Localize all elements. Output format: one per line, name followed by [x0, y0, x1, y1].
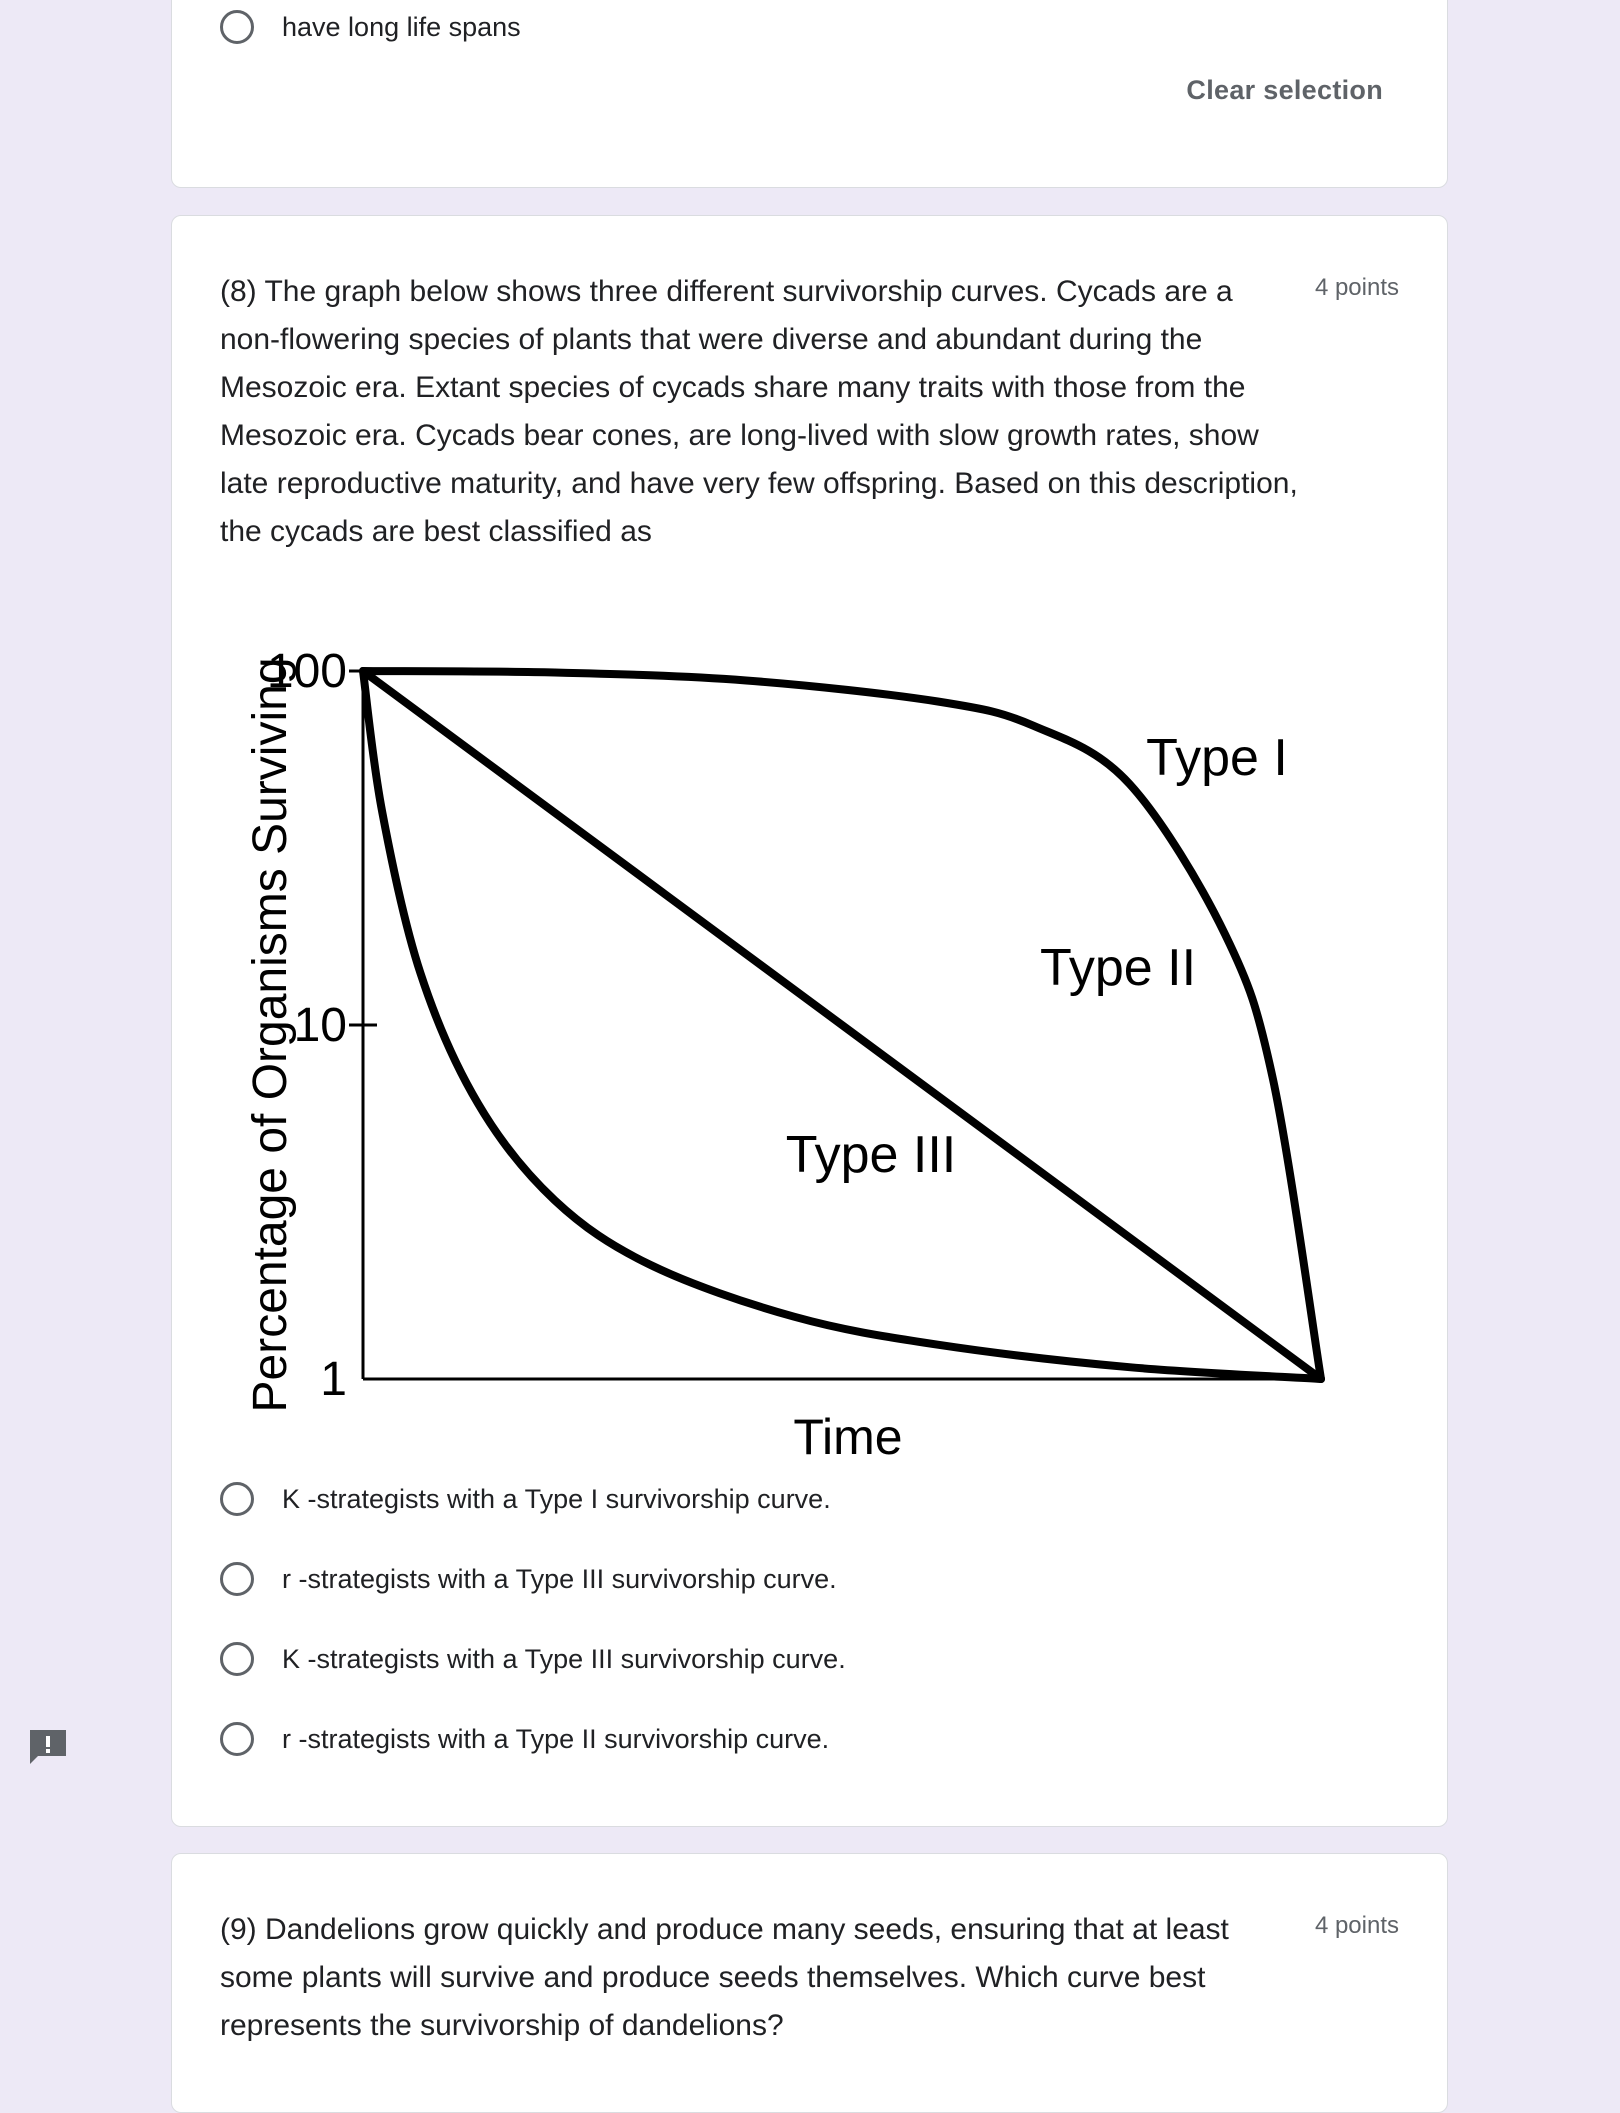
series-label-type-iii: Type III	[785, 1126, 957, 1184]
option-k-type-iii[interactable]	[220, 1637, 846, 1681]
radio-button[interactable]	[220, 10, 254, 44]
question-9-text: (9) Dandelions grow quickly and produce many seeds, ensuring that at least some plants will survive and produce seeds themselves. Which curve best represents the survivorship of dandelions?	[220, 1913, 1229, 2042]
y-tick-label: 100	[266, 645, 347, 698]
radio-button[interactable]	[220, 1642, 254, 1676]
option-label: r -strategists with a Type II survivorship curve.	[282, 1723, 830, 1754]
option-label: have long life spans	[282, 11, 521, 42]
clear-selection-button[interactable]: Clear selection	[1186, 75, 1383, 105]
series-label-type-ii: Type II	[1039, 939, 1197, 997]
option-r-type-iii[interactable]	[220, 1557, 837, 1601]
radio-button[interactable]	[220, 1562, 254, 1596]
question-9-points: 4 points	[1314, 1912, 1399, 1939]
option-k-type-i[interactable]	[220, 1477, 831, 1521]
survivorship-chart	[212, 578, 1412, 1458]
radio-button[interactable]	[220, 1722, 254, 1756]
question-8-card	[171, 215, 1448, 1827]
option-label: K -strategists with a Type III survivorship curve.	[282, 1643, 846, 1674]
y-tick-label: 10	[293, 999, 347, 1052]
question-8-points: 4 points	[1314, 274, 1399, 301]
y-axis-label: Percentage of Organisms Surviving	[244, 657, 297, 1413]
option-have-long-life-spans[interactable]	[220, 5, 521, 49]
series-label-type-i: Type I	[1146, 729, 1288, 787]
x-axis-label: Time	[793, 1409, 903, 1458]
option-label: K -strategists with a Type I survivorship curve.	[282, 1483, 831, 1514]
report-issue-icon[interactable]	[28, 1728, 68, 1766]
question-9-card	[171, 1853, 1448, 2113]
question-8-text: (8) The graph below shows three different survivorship curves. Cycads are a non-flowering species of plants that were diverse and abundant during the Mesozoic era. Extant species of cycads share many traits with those from the Mesozoic era. Cycads bear cones, are long-lived with slow growth rates, show late reproductive maturity, and have very few offspring. Based on this description, the cycads are best classified as	[220, 275, 1298, 548]
y-tick-label: 1	[320, 1353, 347, 1406]
option-r-type-ii[interactable]	[220, 1717, 829, 1761]
radio-button[interactable]	[220, 1482, 254, 1516]
option-label: r -strategists with a Type III survivorship curve.	[282, 1563, 837, 1594]
previous-question-card	[171, 0, 1448, 188]
